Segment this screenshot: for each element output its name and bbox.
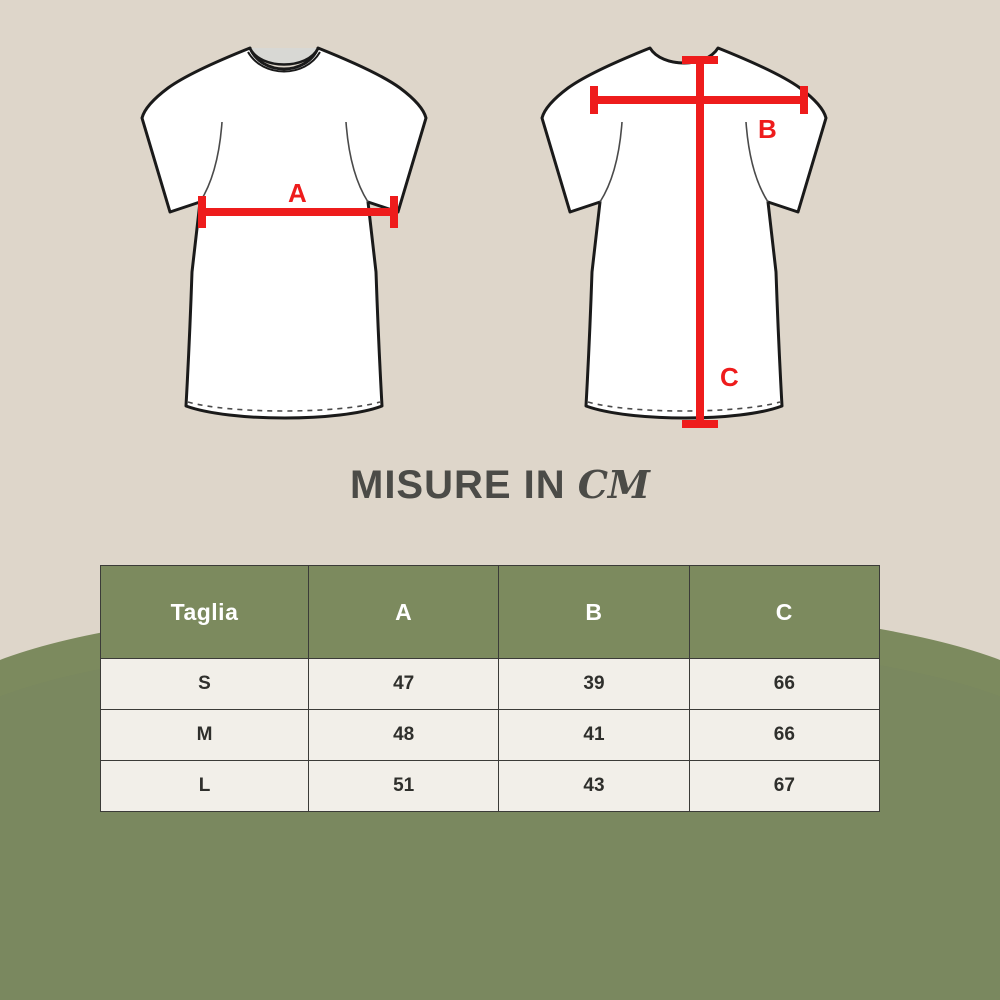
page-title-main: MISURE IN: [350, 463, 566, 507]
column-header-a: A: [309, 566, 499, 659]
tshirt-back-illustration: [530, 30, 870, 435]
column-header-taglia: Taglia: [101, 566, 309, 659]
measure-line-c: [696, 56, 704, 428]
table-row: [101, 659, 880, 710]
cell-b: 41: [499, 710, 689, 761]
tshirt-front-illustration: [130, 30, 470, 435]
measure-cap-a-left: [198, 196, 206, 228]
page-title-unit: CM: [577, 462, 650, 507]
measure-cap-c-top: [682, 56, 718, 64]
column-header-b: B: [499, 566, 689, 659]
cell-size: L: [101, 761, 309, 812]
cell-a: 51: [309, 761, 499, 812]
size-table-body: [101, 659, 880, 812]
cell-a: 47: [309, 659, 499, 710]
size-table: [100, 565, 880, 812]
cell-a: 48: [309, 710, 499, 761]
cell-size: S: [101, 659, 309, 710]
measure-cap-b-left: [590, 86, 598, 114]
table-row: [101, 761, 880, 812]
measure-cap-c-bottom: [682, 420, 718, 428]
column-header-c: C: [689, 566, 879, 659]
measure-label-b: B: [758, 114, 778, 144]
measure-line-a: [198, 208, 398, 216]
page-title: [0, 462, 1000, 508]
cell-size: M: [101, 710, 309, 761]
measure-label-a: A: [288, 178, 308, 208]
measure-label-c: C: [720, 362, 740, 392]
cell-c: 66: [689, 659, 879, 710]
table-header-row: [101, 566, 880, 659]
measure-cap-b-right: [800, 86, 808, 114]
table-row: [101, 710, 880, 761]
measure-cap-a-right: [390, 196, 398, 228]
tshirt-front-svg: [130, 30, 470, 430]
cell-c: 67: [689, 761, 879, 812]
cell-b: 39: [499, 659, 689, 710]
cell-b: 43: [499, 761, 689, 812]
cell-c: 66: [689, 710, 879, 761]
size-table-head: [101, 566, 880, 659]
